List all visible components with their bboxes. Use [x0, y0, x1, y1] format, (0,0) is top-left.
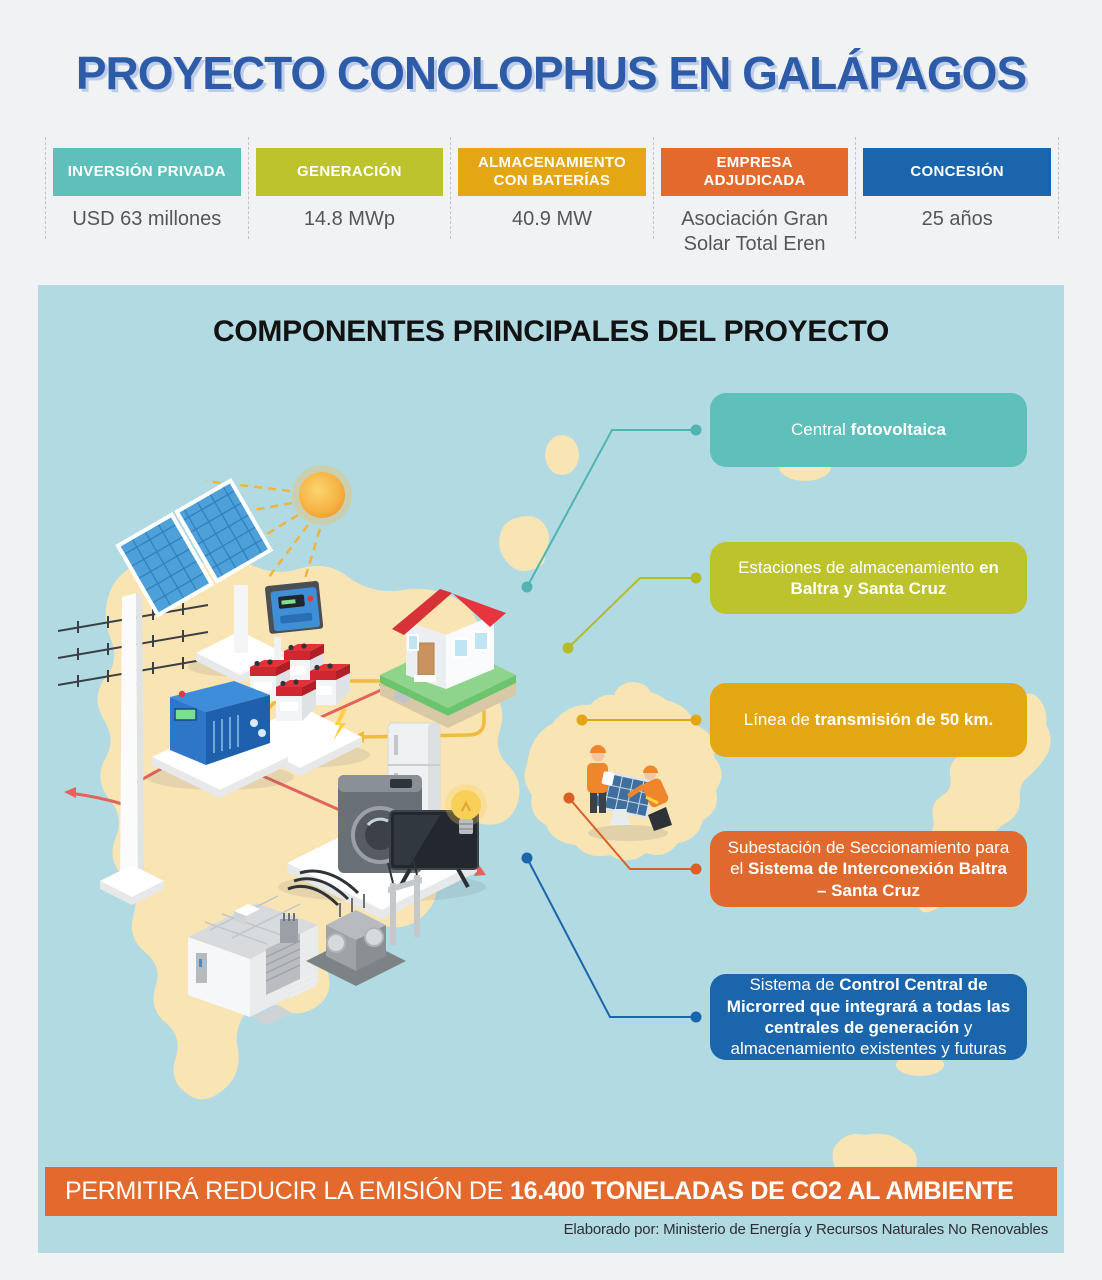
co2-reduction-banner	[45, 1167, 1057, 1216]
callout-linea-transmision	[710, 683, 1027, 757]
callout-subestacion-seccionamiento	[710, 831, 1027, 907]
stat-label: CONCESIÓN	[863, 148, 1051, 196]
callout-text: Línea de transmisión de 50 km.	[743, 710, 994, 730]
callout-sistema-control-central	[710, 974, 1027, 1060]
callout-text: Subestación de Seccionamiento para el Sistema de Interconexión Baltra – Santa Cruz	[727, 837, 1010, 900]
callout-central-fotovoltaica	[710, 393, 1027, 467]
stat-label: INVERSIÓN PRIVADA	[53, 148, 241, 196]
stat-value: 25 años	[921, 208, 993, 230]
banner-text-bold: 16.400 TONELADAS DE CO2 AL AMBIENTE	[510, 1177, 1014, 1205]
stat-inversion-privada	[45, 137, 248, 239]
credit-line: Elaborado por: Ministerio de Energía y Recursos Naturales No Renovables	[563, 1221, 1048, 1238]
page-title: PROYECTO CONOLOPHUS EN GALÁPAGOS	[75, 47, 1027, 99]
stat-value: Asociación Gran Solar Total Eren	[681, 208, 828, 255]
stat-generacion	[248, 137, 451, 239]
stat-label: EMPRESA ADJUDICADA	[661, 148, 849, 196]
callout-text: Central fotovoltaica	[791, 420, 946, 440]
stat-concesion	[855, 137, 1058, 239]
connector-estaciones	[563, 573, 702, 654]
callout-text: Sistema de Control Central de Microrred que integrará a todas las centrales de generación y almacenamiento existentes y futuras	[726, 975, 1011, 1059]
callout-estaciones-almacenamiento	[710, 542, 1027, 614]
stat-value: 40.9 MW	[511, 208, 592, 230]
map-islet	[499, 516, 549, 571]
banner-text: PERMITIRÁ REDUCIR LA EMISIÓN DE	[65, 1177, 503, 1205]
stat-value: USD 63 millones	[72, 208, 222, 230]
diagram-title: COMPONENTES PRINCIPALES DEL PROYECTO	[213, 315, 889, 348]
stat-value: 14.8 MWp	[303, 208, 395, 230]
stat-label: ALMACENAMIENTO CON BATERÍAS	[458, 148, 646, 196]
stat-empresa	[653, 137, 856, 255]
callout-text: Estaciones de almacenamiento en Baltra y Santa Cruz	[738, 557, 999, 598]
map-islet	[545, 435, 579, 475]
stat-label: GENERACIÓN	[256, 148, 444, 196]
components-panel	[38, 285, 1064, 1253]
connector-control-central	[522, 853, 702, 1023]
stat-almacenamiento	[450, 137, 653, 239]
map-islet	[614, 682, 652, 714]
key-stats-row	[45, 137, 1059, 255]
